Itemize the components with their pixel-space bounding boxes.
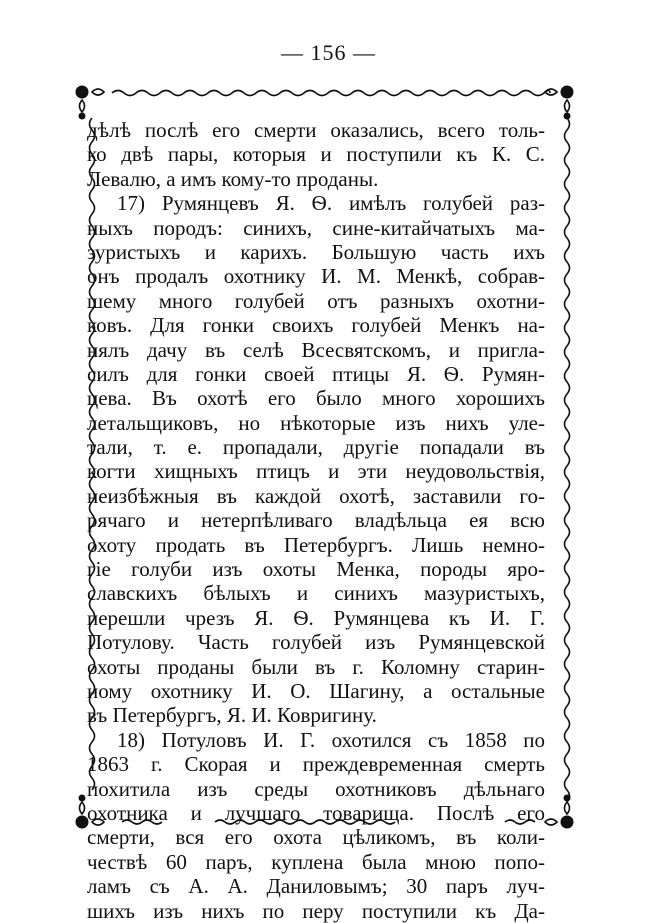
text-line: неизбѣжныя въ каждой охотѣ, заставили го-	[87, 483, 545, 508]
text-line: когти хищныхъ птицъ и эти неудовольствія,	[87, 459, 545, 484]
text-line: Потулову. Часть голубей изъ Румянцевской	[87, 630, 545, 655]
text-line: дѣлѣ послѣ его смерти оказались, всего толь-	[87, 118, 545, 142]
text-line: шему много голубей отъ разныхъ охотни-	[87, 288, 545, 313]
text-line: славскихъ бѣлыхъ и синихъ мазуристыхъ,	[87, 581, 545, 606]
text-line: тали, т. е. пропадали, другіе попадали въ	[87, 435, 545, 460]
text-line: онъ продалъ охотнику И. М. Менкѣ, собрав-	[87, 264, 545, 289]
text-line: летальщиковъ, но нѣкоторые изъ нихъ уле-	[87, 410, 545, 435]
corner-ornament-top-left	[76, 86, 104, 119]
text-line: охотника и лучшаго товарища. Послѣ его	[87, 800, 545, 825]
body-text	[87, 118, 545, 923]
text-line: 1863 г. Скорая и преждевременная смерть	[87, 752, 545, 777]
text-line: ному охотнику И. О. Шагину, а остальные	[87, 678, 545, 703]
text-line: ко двѣ пары, которыя и поступили къ К. С.	[87, 142, 545, 167]
text-line: гіе голуби изъ охоты Менка, породы яро-	[87, 557, 545, 582]
page-number: — 156 —	[281, 40, 376, 65]
text-line: ныхъ породъ: синихъ, сине-китайчатыхъ ма-	[87, 215, 545, 240]
text-line: силъ для гонки своей птицы Я. Ѳ. Румян-	[87, 361, 545, 386]
text-line: 17) Румянцевъ Я. Ѳ. имѣлъ голубей раз-	[117, 191, 545, 216]
text-line: охоты проданы были въ г. Коломну старин-	[87, 654, 545, 679]
text-line: Левалю, а имъ кому-то проданы.	[87, 166, 379, 191]
top-border-wave	[112, 91, 550, 96]
text-line: ковъ. Для гонки своихъ голубей Менкъ на-	[87, 313, 545, 338]
text-line: шихъ изъ нихъ по перу поступили къ Да-	[87, 898, 545, 923]
text-line: ламъ съ А. А. Даниловымъ; 30 паръ луч-	[87, 874, 545, 899]
right-border-wave	[565, 118, 570, 802]
text-line: похитила изъ среды охотниковъ дѣльнаго	[87, 776, 545, 801]
text-line: охоту продать въ Петербургъ. Лишь немно-	[87, 532, 545, 557]
text-line: рячаго и нетерпѣливаго владѣльца ея всю	[87, 508, 545, 533]
text-line: 18) Потуловъ И. Г. охотился съ 1858 по	[117, 727, 545, 752]
text-line: нялъ дачу въ селѣ Всесвятскомъ, и пригла-	[87, 337, 545, 362]
text-line: чествѣ 60 паръ, куплена была мною попо-	[87, 849, 545, 874]
corner-ornament-bottom-right	[545, 795, 573, 828]
text-line: смерти, вся его охота цѣликомъ, въ коли-	[87, 825, 545, 850]
text-line: въ Петербургъ, Я. И. Ковригину.	[87, 703, 377, 728]
text-line: зуристыхъ и карихъ. Большую часть ихъ	[87, 239, 545, 264]
text-line: перешли чрезъ Я. Ѳ. Румянцева къ И. Г.	[87, 605, 545, 630]
text-line: цева. Въ охотѣ его было много хорошихъ	[87, 386, 545, 411]
